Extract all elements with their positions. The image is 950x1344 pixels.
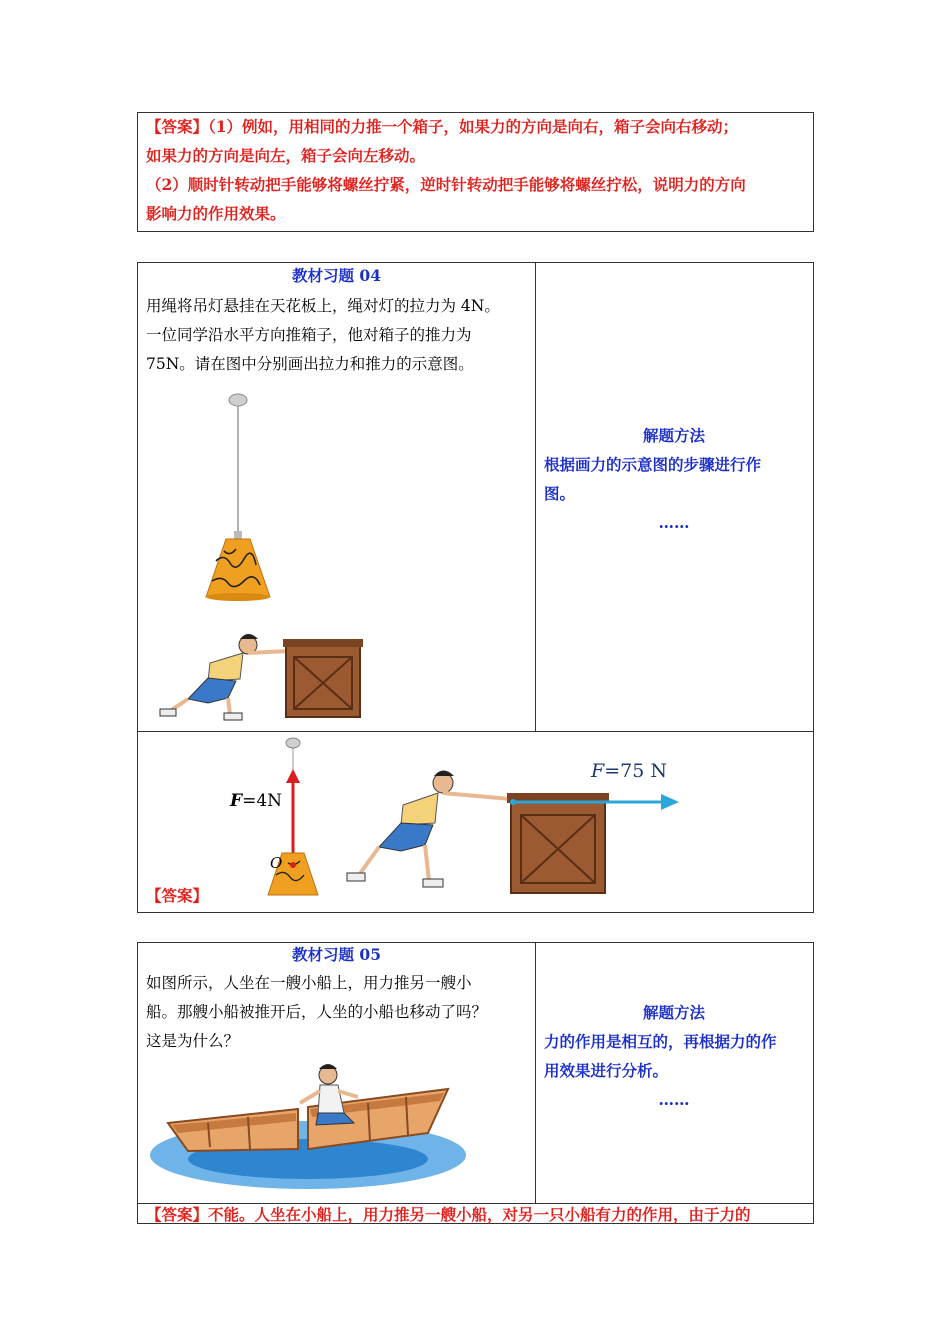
answer-1-line-4: 影响力的作用效果。 (146, 204, 286, 223)
lamp-force-symbol: F (230, 791, 243, 811)
exercise-04-answer-label: 【答案】 (146, 886, 209, 905)
exercise-05-method-title: 解题方法 (642, 1003, 705, 1022)
exercise-05-column-divider (535, 943, 536, 1203)
boats-image (148, 1063, 468, 1193)
exercise-05-question-line-1: 如图所示，人坐在一艘小船上，用力推另一艘小 (146, 974, 472, 992)
hanging-lamp-image (198, 391, 278, 606)
answer-lamp-force-diagram (268, 735, 328, 900)
point-o-marker (290, 862, 296, 868)
exercise-04-method-line-1: 根据画力的示意图的步骤进行作 (544, 455, 762, 474)
exercise-04-method-line-2: 图。 (544, 484, 576, 503)
exercise-04-table (137, 262, 814, 913)
exercise-05-row-divider (138, 1203, 813, 1204)
exercise-04-question-line-3: 75N。请在图中分别画出拉力和推力的示意图。 (146, 355, 474, 373)
box-force-value: =75 N (604, 760, 667, 782)
lamp-force-value: =4N (242, 791, 283, 811)
point-o-label (270, 853, 282, 873)
answer-1-line-3: （2）顺时针转动把手能够将螺丝拧紧，逆时针转动把手能够将螺丝拧松，说明力的方向 (146, 175, 746, 194)
answer-1-line-1: 【答案】（1）例如，用相同的力推一个箱子，如果力的方向是向右，箱子会向右移动； (146, 117, 739, 136)
exercise-04-title: 教材习题 04 (292, 266, 381, 285)
point-o-letter: O (270, 854, 283, 872)
box-force-label (591, 761, 667, 781)
lamp-force-arrowhead (286, 769, 300, 783)
exercise-05-question-line-3: 这是为什么？ (146, 1032, 240, 1050)
exercise-04-column-divider (535, 263, 536, 731)
lamp-force-label (230, 791, 282, 811)
box-force-arrowhead (661, 794, 679, 810)
exercise-04-question-line-2: 一位同学沿水平方向推箱子，他对箱子的推力为 (146, 326, 472, 344)
exercise-05-method-line-1: 力的作用是相互的，再根据力的作 (544, 1032, 777, 1051)
exercise-05-answer-text: 不能。人坐在小船上，用力推另一艘小船，对另一只小船有力的作用，由于力的 (208, 1205, 751, 1224)
exercise-05-ellipsis: …… (658, 1090, 690, 1109)
answer-box-1 (137, 112, 814, 232)
exercise-05-question-line-2: 船。那艘小船被推开后，人坐的小船也移动了吗？ (146, 1003, 488, 1021)
exercise-05-answer (146, 1205, 751, 1225)
exercise-04-ellipsis: …… (658, 513, 690, 532)
answer-1-line-2: 如果力的方向是向左，箱子会向左移动。 (146, 146, 426, 165)
exercise-04-method-title: 解题方法 (642, 426, 705, 445)
exercise-04-question-line-1: 用绳将吊灯悬挂在天花板上，绳对灯的拉力为 4N。 (146, 297, 500, 315)
exercise-05-table (137, 942, 814, 1224)
exercise-05-method-line-2: 用效果进行分析。 (544, 1061, 669, 1080)
exercise-04-row-divider (138, 731, 813, 732)
answer-box-force-diagram (343, 763, 683, 903)
box-force-symbol: F (591, 760, 605, 782)
boy-pushing-box-image (148, 623, 368, 723)
exercise-05-title: 教材习题 05 (292, 945, 381, 964)
exercise-05-answer-prefix: 【答案】 (146, 1205, 209, 1224)
